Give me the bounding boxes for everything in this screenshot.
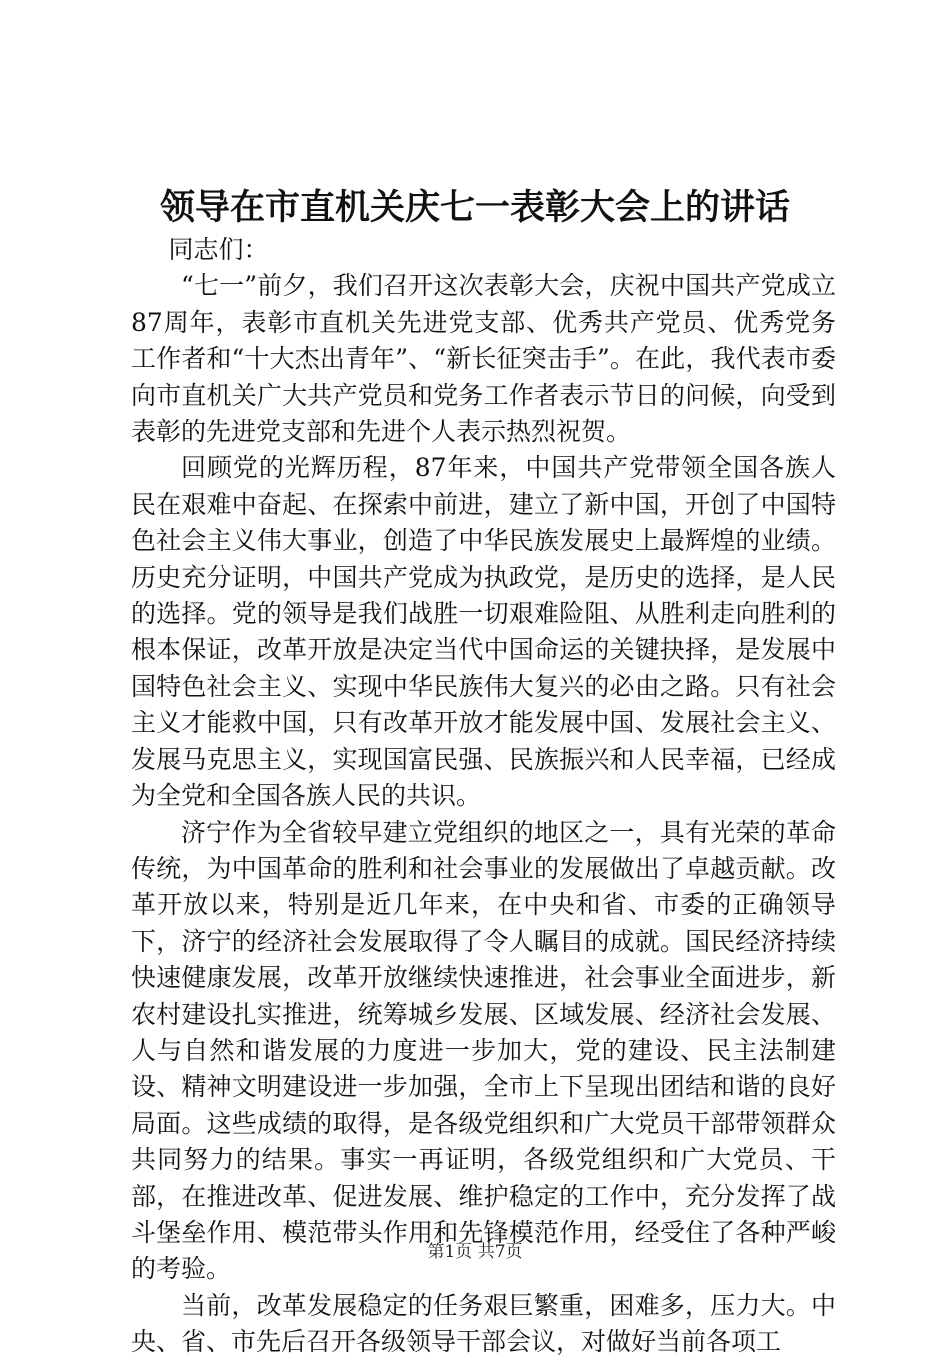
document-body (131, 232, 836, 1361)
greeting: 同志们： (168, 235, 269, 264)
paragraph-1: “七一”前夕，我们召开这次表彰大会，庆祝中国共产党成立87周年，表彰市直机关先进党支部、优秀共产党员、优秀党务工作者和“十大杰出青年”、“新长征突击手”。在此，我代表市委向市直机关广大共产党员和党务工作者表示节日的问候，向受到表彰的先进党支部和先进个人表示热烈祝贺。 (131, 271, 836, 447)
paragraph-4: 当前，改革发展稳定的任务艰巨繁重，困难多，压力大。中央、省、市先后召开各级领导干部会议，对做好当前各项工 (131, 1290, 836, 1357)
paragraph-2: 回顾党的光辉历程，87年来，中国共产党带领全国各族人民在艰难中奋起、在探索中前进，建立了新中国，开创了中国特色社会主义伟大事业，创造了中华民族发展史上最辉煌的业绩。历史充分证明，中国共产党成为执政党，是历史的选择，是人民的选择。党的领导是我们战胜一切艰难险阻、从胜利走向胜利的根本保证，改革开放是决定当代中国命运的关键抉择，是发展中国特色社会主义、实现中华民族伟大复兴的必由之路。只有社会主义才能救中国，只有改革开放才能发展中国、发展社会主义、发展马克思主义，实现国富民强、民族振兴和人民幸福，已经成为全党和全国各族人民的共识。 (131, 453, 836, 811)
document-title: 领导在市直机关庆七一表彰大会上的讲话 (159, 187, 790, 228)
page-number-footer: 第1页 共7页 (427, 1242, 523, 1262)
paragraph-3: 济宁作为全省较早建立党组织的地区之一，具有光荣的革命传统，为中国革命的胜利和社会事业的发展做出了卓越贡献。改革开放以来，特别是近几年来，在中央和省、市委的正确领导下，济宁的经济社会发展取得了令人瞩目的成就。国民经济持续快速健康发展，改革开放继续快速推进，社会事业全面进步，新农村建设扎实推进，统筹城乡发展、区域发展、经济社会发展、人与自然和谐发展的力度进一步加大，党的建设、民主法制建设、精神文明建设进一步加强，全市上下呈现出团结和谐的良好局面。这些成绩的取得，是各级党组织和广大党员干部带领群众共同努力的结果。事实一再证明，各级党组织和广大党员、干部，在推进改革、促进发展、维护稳定的工作中，充分发挥了战斗堡垒作用、模范带头作用和先锋模范作用，经受住了各种严峻的考验。 (131, 817, 836, 1284)
